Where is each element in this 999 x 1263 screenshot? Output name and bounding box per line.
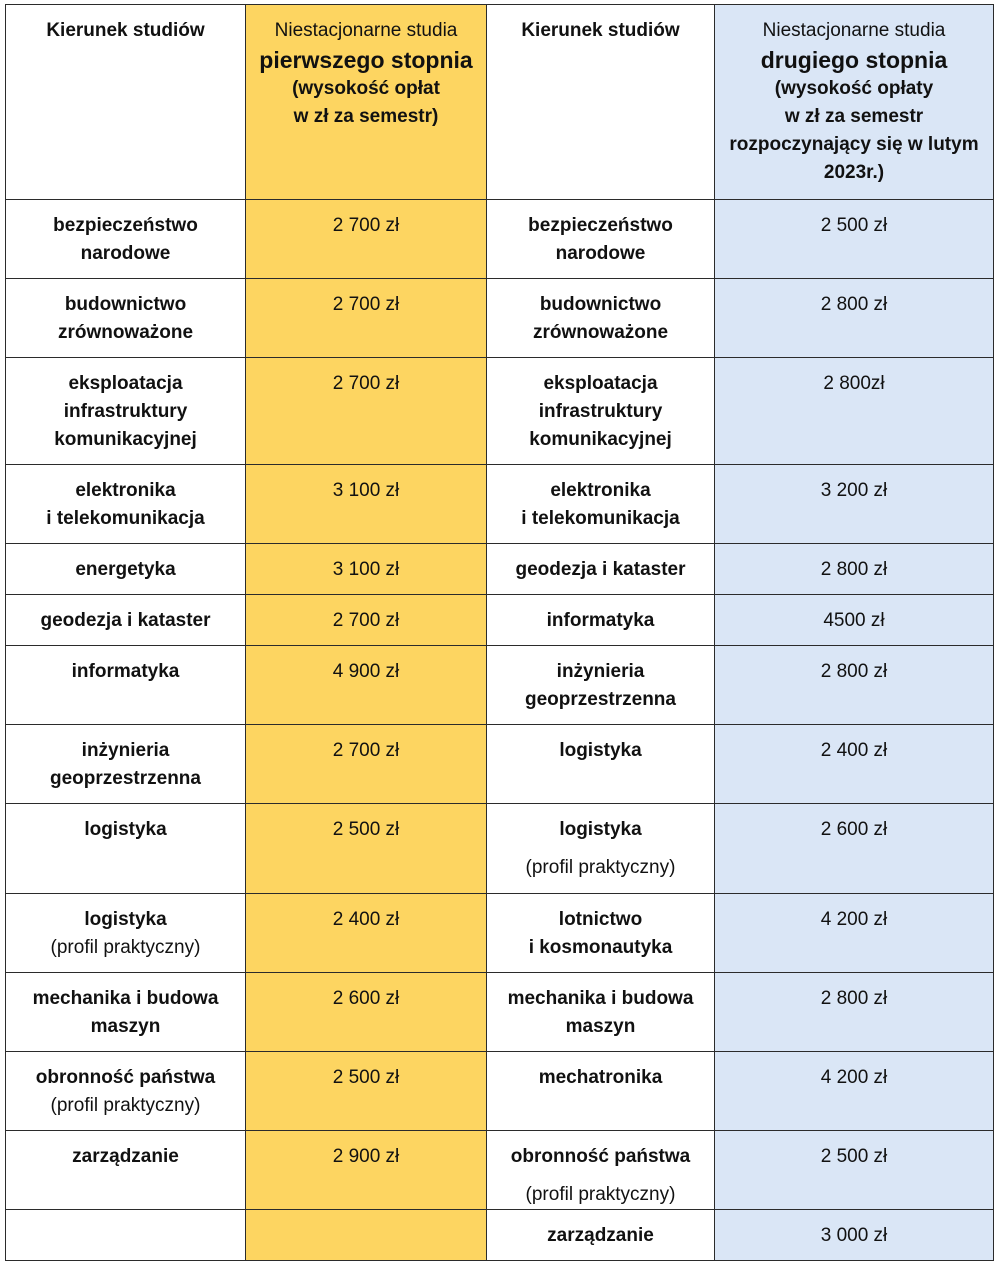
second-field-name-line: logistyka xyxy=(559,740,642,761)
header-first-degree xyxy=(246,5,487,200)
first-field-name-line: obronność państwa xyxy=(35,1067,216,1088)
first-field-of-study xyxy=(6,804,246,894)
second-field-name-line: elektronika xyxy=(550,480,651,501)
second-degree-fee: 4 200 zł xyxy=(715,894,994,973)
first-field-name-line: zarządzanie xyxy=(72,1146,179,1167)
first-degree-fee: 2 600 zł xyxy=(246,973,487,1052)
table-row xyxy=(6,358,994,465)
first-field-name-line: maszyn xyxy=(90,1016,161,1037)
second-field-of-study xyxy=(487,894,715,973)
first-profile-note: (profil praktyczny) xyxy=(50,937,201,958)
second-degree-fee: 2 600 zł xyxy=(715,804,994,894)
second-field-of-study xyxy=(487,595,715,646)
first-field-name-line: budownictwo xyxy=(64,294,187,315)
second-field-name-line: narodowe xyxy=(555,243,646,264)
second-field-name-line: i telekomunikacja xyxy=(521,508,680,529)
first-degree-fee: 2 500 zł xyxy=(246,1052,487,1131)
table-row xyxy=(6,973,994,1052)
first-degree-fee: 3 100 zł xyxy=(246,544,487,595)
second-degree-fee: 3 200 zł xyxy=(715,465,994,544)
table-row xyxy=(6,894,994,973)
header-second-degree-title: drugiego stopnia xyxy=(760,47,948,73)
header-second-degree-note1: (wysokość opłaty xyxy=(774,78,934,99)
first-field-of-study xyxy=(6,465,246,544)
second-field-name-line: zarządzanie xyxy=(547,1225,654,1246)
second-field-name-line: logistyka xyxy=(559,819,642,840)
table-row xyxy=(6,1131,994,1210)
first-field-name-line: i telekomunikacja xyxy=(46,508,205,529)
second-degree-fee: 2 800zł xyxy=(715,358,994,465)
first-field-of-study xyxy=(6,646,246,725)
tuition-fee-table xyxy=(5,4,994,1261)
second-profile-note: (profil praktyczny) xyxy=(525,1184,676,1205)
first-field-of-study xyxy=(6,725,246,804)
second-field-name-line: eksploatacja xyxy=(543,373,658,394)
second-field-of-study xyxy=(487,1052,715,1131)
second-degree-fee: 2 800 zł xyxy=(715,279,994,358)
first-field-of-study xyxy=(6,1131,246,1210)
first-field-name-line: informatyka xyxy=(71,661,180,682)
second-field-name-line: maszyn xyxy=(565,1016,636,1037)
second-field-name-line: mechatronika xyxy=(538,1067,663,1088)
second-field-name-line: lotnictwo xyxy=(558,909,643,930)
first-degree-fee: 2 500 zł xyxy=(246,804,487,894)
second-field-of-study xyxy=(487,725,715,804)
header-second-degree-line1: Niestacjonarne studia xyxy=(762,20,946,41)
table-row xyxy=(6,1052,994,1131)
second-field-name-line: geoprzestrzenna xyxy=(525,689,676,710)
header-field-of-study-2: Kierunek studiów xyxy=(487,5,715,200)
first-field-name-line: infrastruktury xyxy=(63,401,188,422)
first-field-name-line: elektronika xyxy=(75,480,176,501)
second-field-of-study xyxy=(487,544,715,595)
header-first-degree-title: pierwszego stopnia xyxy=(259,47,473,73)
first-degree-fee xyxy=(246,1210,487,1261)
first-degree-fee: 2 700 zł xyxy=(246,358,487,465)
second-field-of-study xyxy=(487,465,715,544)
first-field-name-line: energetyka xyxy=(75,559,176,580)
second-degree-fee: 2 800 zł xyxy=(715,973,994,1052)
header-second-degree xyxy=(715,5,994,200)
second-field-name-line: zrównoważone xyxy=(532,322,669,343)
first-field-of-study xyxy=(6,973,246,1052)
first-field-name-line: inżynieria xyxy=(81,740,170,761)
table-row xyxy=(6,544,994,595)
first-field-of-study xyxy=(6,1210,246,1261)
second-degree-fee: 2 800 zł xyxy=(715,646,994,725)
table-row xyxy=(6,1210,994,1261)
table-row xyxy=(6,279,994,358)
first-field-of-study xyxy=(6,358,246,465)
first-degree-fee: 2 700 zł xyxy=(246,725,487,804)
header-first-degree-line1: Niestacjonarne studia xyxy=(274,20,458,41)
second-degree-fee: 3 000 zł xyxy=(715,1210,994,1261)
table-row xyxy=(6,646,994,725)
second-field-name-line: budownictwo xyxy=(539,294,662,315)
table-row xyxy=(6,200,994,279)
second-degree-fee: 4500 zł xyxy=(715,595,994,646)
second-field-of-study xyxy=(487,804,715,894)
second-field-name-line: obronność państwa xyxy=(510,1146,691,1167)
second-field-name-line: geodezja i kataster xyxy=(515,559,686,580)
first-field-name-line: eksploatacja xyxy=(68,373,183,394)
header-first-degree-note2: w zł za semestr) xyxy=(293,106,439,127)
table-row xyxy=(6,725,994,804)
second-field-of-study xyxy=(487,200,715,279)
header-second-degree-note3: rozpoczynający się w lutym xyxy=(729,134,979,155)
first-degree-fee: 3 100 zł xyxy=(246,465,487,544)
second-field-name-line: inżynieria xyxy=(556,661,645,682)
first-field-name-line: geoprzestrzenna xyxy=(50,768,201,789)
first-field-name-line: mechanika i budowa xyxy=(32,988,219,1009)
table-row xyxy=(6,804,994,894)
second-degree-fee: 2 400 zł xyxy=(715,725,994,804)
first-field-name-line: narodowe xyxy=(80,243,171,264)
first-degree-fee: 2 400 zł xyxy=(246,894,487,973)
second-degree-fee: 4 200 zł xyxy=(715,1052,994,1131)
first-field-name-line: zrównoważone xyxy=(57,322,194,343)
first-field-name-line: logistyka xyxy=(84,909,167,930)
first-field-of-study xyxy=(6,200,246,279)
first-degree-fee: 2 700 zł xyxy=(246,279,487,358)
first-degree-fee: 2 900 zł xyxy=(246,1131,487,1210)
second-field-of-study xyxy=(487,279,715,358)
second-degree-fee: 2 500 zł xyxy=(715,1131,994,1210)
first-field-name-line: bezpieczeństwo xyxy=(53,215,198,236)
second-field-of-study xyxy=(487,973,715,1052)
second-field-of-study xyxy=(487,1131,715,1210)
first-degree-fee: 4 900 zł xyxy=(246,646,487,725)
table-row xyxy=(6,465,994,544)
first-degree-fee: 2 700 zł xyxy=(246,595,487,646)
first-field-of-study xyxy=(6,279,246,358)
header-second-degree-note4: 2023r.) xyxy=(823,162,885,183)
first-profile-note: (profil praktyczny) xyxy=(50,1095,201,1116)
second-field-name-line: informatyka xyxy=(546,610,655,631)
second-field-of-study xyxy=(487,358,715,465)
second-field-of-study xyxy=(487,646,715,725)
first-field-of-study xyxy=(6,595,246,646)
first-degree-fee: 2 700 zł xyxy=(246,200,487,279)
first-field-of-study xyxy=(6,544,246,595)
second-field-name-line: bezpieczeństwo xyxy=(528,215,673,236)
second-field-name-line: infrastruktury xyxy=(538,401,663,422)
second-field-name-line: i kosmonautyka xyxy=(528,937,673,958)
table-row xyxy=(6,595,994,646)
first-field-name-line: komunikacyjnej xyxy=(54,429,197,450)
first-field-of-study xyxy=(6,894,246,973)
header-second-degree-note2: w zł za semestr xyxy=(784,106,924,127)
header-field-of-study-1: Kierunek studiów xyxy=(6,5,246,200)
second-field-name-line: komunikacyjnej xyxy=(529,429,672,450)
second-degree-fee: 2 800 zł xyxy=(715,544,994,595)
first-field-name-line: logistyka xyxy=(84,819,167,840)
second-profile-note: (profil praktyczny) xyxy=(525,857,676,878)
first-field-name-line: geodezja i kataster xyxy=(40,610,211,631)
header-first-degree-note1: (wysokość opłat xyxy=(292,78,440,99)
first-field-of-study xyxy=(6,1052,246,1131)
second-field-of-study xyxy=(487,1210,715,1261)
second-field-name-line: mechanika i budowa xyxy=(507,988,694,1009)
header-row xyxy=(6,5,994,200)
second-degree-fee: 2 500 zł xyxy=(715,200,994,279)
